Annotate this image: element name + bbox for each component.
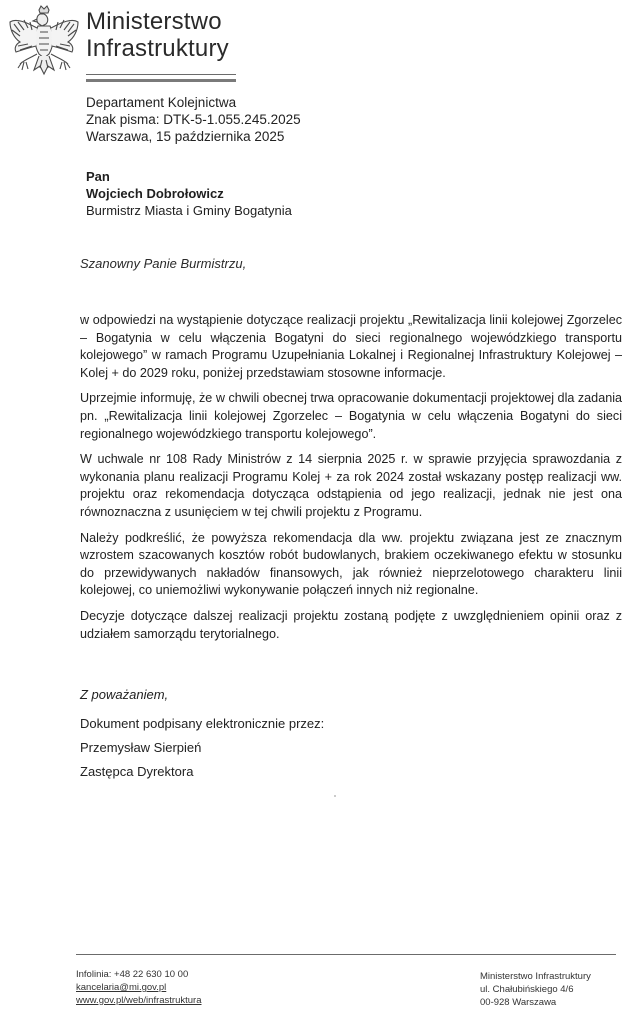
footer-infoline: Infolinia: +48 22 630 10 00 [76,969,189,980]
place-date: Warszawa, 15 października 2025 [86,129,285,144]
footer-address-city: 00-928 Warszawa [480,997,557,1008]
reference-number: Znak pisma: DTK-5-1.055.245.2025 [86,112,301,127]
letter-body [80,312,622,651]
ministry-name-line2: Infrastruktury [86,35,229,62]
salutation: Szanowny Panie Burmistrzu, [80,256,247,271]
closing-block [80,686,324,787]
footer-address-name: Ministerstwo Infrastruktury [480,971,591,982]
signatory-name: Przemysław Sierpień [80,740,202,755]
closing-regards: Z poważaniem, [80,687,169,702]
ministry-name-line1: Ministerstwo [86,8,222,35]
letter-meta [86,94,301,145]
footer-email-link[interactable]: kancelaria@mi.gov.pl [76,982,167,993]
body-paragraph: Uprzejmie informuję, że w chwili obecnej trwa opracowanie dokumentacji projektowej dla zadania pn. „Rewitalizacja linii kolejowej Zgorzelec – Bogatynia w celu włączenia Bogatyni do sieci regionalnego wojewódzkiego transportu kolejowego”. [80,391,622,441]
polish-eagle-emblem-icon [6,4,82,84]
body-paragraph: Decyzje dotyczące dalszej realizacji projektu zostaną podjęte z uwzględnieniem opinii oraz z udziałem samorządu terytorialnego. [80,608,622,641]
recipient-block [86,168,292,219]
scan-speck [334,795,336,797]
recipient-position: Burmistrz Miasta i Gminy Bogatynia [86,203,292,218]
footer-rule [76,954,616,955]
body-paragraph: w odpowiedzi na wystąpienie dotyczące realizacji projektu „Rewitalizacja linii kolejowej Zgorzelec – Bogatynia w celu włączenia Bogatyni do sieci regionalnego wojewódzkiego transportu kolejowego” w ramach Programu Uzupełniania Lokalnej i Regionalnej Infrastruktury Kolejowej – Kolej + do 2029 roku, poniżej przedstawiam stosowne informacje. [80,313,622,380]
header-rule-thin [86,74,236,75]
footer-website-link[interactable]: www.gov.pl/web/infrastruktura [76,995,202,1006]
footer-address [480,970,591,1009]
footer-contact [76,968,202,1007]
recipient-name: Wojciech Dobrołowicz [86,186,224,201]
footer-address-street: ul. Chałubińskiego 4/6 [480,984,574,995]
header-rule-thick [86,79,236,82]
signed-by-label: Dokument podpisany elektronicznie przez: [80,716,325,731]
signatory-title: Zastępca Dyrektora [80,764,194,779]
body-paragraph: W uchwale nr 108 Rady Ministrów z 14 sierpnia 2025 r. w sprawie przyjęcia sprawozdania z wykonania planu realizacji Programu Kolej + za rok 2024 został wskazany postęp realizacji ww. projektu oraz rekomendacja dotycząca odstąpienia od jego realizacji, jednak nie jest ona równoznaczna z usunięciem w tej chwili projektu z Programu. [80,452,622,519]
ministry-name [86,8,229,62]
recipient-title: Pan [86,169,110,184]
body-paragraph: Należy podkreślić, że powyższa rekomendacja dla ww. projektu związana jest ze znacznym wzrostem szacowanych kosztów robót budowlanych, brakiem oczekiwanego efektu w stosunku do przewidywanych nakładów finansowych, jak również nieprzelotowego charakteru linii kolejowej, co uniemożliwi wykonywanie połączeń innych niż regionalne. [80,530,622,598]
department-name: Departament Kolejnictwa [86,95,237,110]
